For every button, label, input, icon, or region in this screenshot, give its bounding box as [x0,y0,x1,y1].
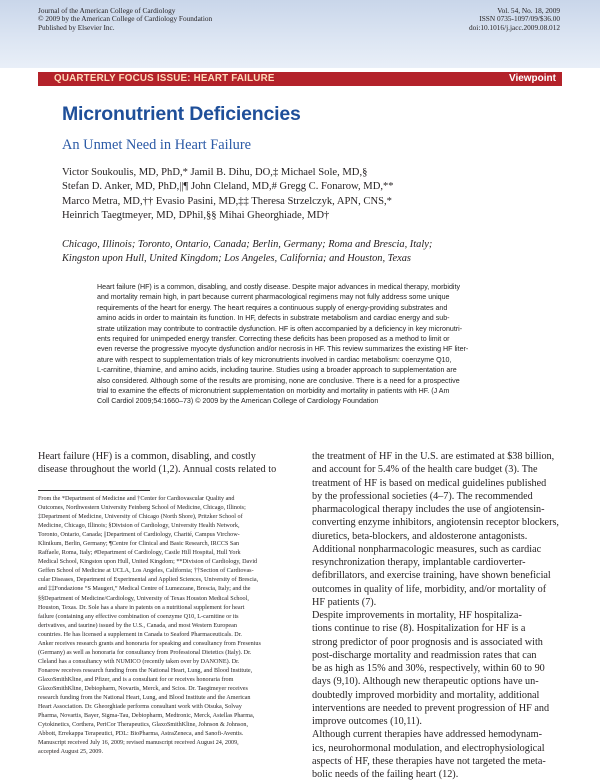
body-line: and account for 5.4% of the health care budget (3). The [312,464,538,476]
journal-info [38,7,212,32]
author-line: Victor Soukoulis, MD, PhD,* Jamil B. Dihu, DO,‡ Michael Sole, MD,§ [62,167,368,178]
abstract-line: also considered. Although some of the results are promising, none are conclusive. There is a need for a prospective [97,376,460,385]
abstract-line: Coll Cardiol 2009;54:1660–73) © 2009 by the American College of Cardiology Foundation [97,397,379,406]
journal-line: Published by Elsevier Inc. [38,22,115,32]
footnote-line: Medical School, Kingston upon Hull, United Kingdom; **Division of Cardiology, David [38,559,258,566]
body-line: ics, neurohormonal modulation, and electrophysiological [312,742,545,754]
footnote-line: Houston, Texas. Dr. Sole has a share in patents on a nutritional supplement for heart [38,604,245,611]
footnote-line: Abbott, Errekappa Terapeutici, PDL: BioPharma, AstraZeneca, and Sanofi-Aventis. [38,731,244,738]
footnote-line: §§Department of Medicine/Cardiology, University of Texas Houston Medical School, [38,595,249,602]
footnote-line: Heart Association. Dr. Gheorghiade performs consultant work with Otsuka, Solvay [38,704,242,711]
body-line: Although current therapies have addressed hemodynam- [312,729,542,741]
affiliation-locations [62,238,562,267]
body-line: Heart failure (HF) is a common, disabling, and costly [38,451,256,462]
affiliation-line: Chicago, Illinois; Toronto, Ontario, Canada; Berlin, Germany; Roma and Brescia, Italy; [62,239,433,250]
body-line: tions continue to rise (8). Hospitalization for HF is a [312,623,526,635]
author-list [62,166,562,224]
body-line: improve outcomes (10,11). [312,716,422,727]
footnote-line: Cytokinetics, Corthera, PeriCor Therapeutics, GlaxoSmithKline, Johnson & Johnson, [38,722,249,729]
body-line: Despite improvements in mortality, HF hospitaliza- [312,610,522,621]
footnote-line: Raffaele, Roma, Italy; #Department of Cardiology, Castle Hill Hospital, Hull York [38,550,241,557]
footnote-line: countries. He has licensed a supplement in Canada to Seaford Pharmaceuticals. Dr. [38,631,242,638]
footnote-line: Cleland has a consultancy with NUMICO (recently taken over by DANONE). Dr. [38,658,240,665]
body-line: interventions are needed to prevent progression of HF and [312,702,550,714]
footnote-line: GlaxoSmithKline, Debiopharm, Novartis, Merck, and Scios. Dr. Taegtmeyer receives [38,685,248,692]
footnote-line: derivatives, and taurine) issued by the U.S., Canada, and most Western European [38,622,237,629]
doi-line: doi:10.1016/j.jacc.2009.08.012 [469,22,560,32]
abstract-line: amino acids in order to maintain its function. In HF, defects in substrate metabolism and cardiac energy and sub- [97,314,450,323]
body-line: converting enzyme inhibitors, angiotensin receptor blockers, [312,517,559,529]
body-line: HF patients (7). [312,596,377,608]
article-subtitle: An Unmet Need in Heart Failure [62,137,252,153]
affiliation-line: Kingston upon Hull, United Kingdom; Los Angeles, California; and Houston, Texas [62,253,411,265]
issn-line: ISSN 0735-1097/09/$36.00 [479,14,560,24]
footnote-line: research funding from the National Heart, Lung, and Blood Institute and the American [38,695,251,702]
author-line: Stefan D. Anker, MD, PhD,||¶ John Cleland, MD,# Gregg C. Fonarow, MD,** [62,181,394,193]
abstract-line: and mortality remain high, in part because current pharmacological regimens may not fully address some unique [97,293,450,302]
footnote-line: Geffen School of Medicine at UCLA, Los Angeles, California; ††Section of Cardiovas- [38,568,254,575]
footnote-line: Pharma, Novartis, Bayer, Sigma-Tau, Debiopharm, Medtronic, Merck, Astellas Pharma, [38,713,255,720]
body-line: be as high as 15% and 30%, respectively, within 60 to 90 [312,663,545,674]
footnote-line: From the *Department of Medicine and †Center for Cardiovascular Quality and [38,496,235,502]
journal-line: © 2009 by the American College of Cardiology Foundation [38,14,213,24]
abstract-line: ents required for unimpeded energy transfer. Correcting these deficits has been proposed as a method to limit or [97,335,450,344]
article-type-label: Viewpoint [508,73,556,84]
abstract-line: ature with respect to supplementation trials of key micronutrients involved in cardiac metabolism: coenzyme Q10, [97,355,452,364]
affiliations-footnote [38,495,296,757]
volume-info [469,7,560,32]
body-line: the treatment of HF in the U.S. are estimated at $38 billion, [312,451,555,462]
journal-line: Journal of the American College of Cardiology [38,6,176,15]
footnote-line: GlaxoSmithKline, and Pfizer, and is a consultant for or receives honoraria from [38,676,234,683]
body-column-left [38,450,290,477]
footnote-line: Medicine, Chicago, Illinois; §Division of Cardiology, University Health Network, [38,523,240,530]
body-line: bolic needs of the failing heart (12). [312,769,459,780]
body-line: strong predictor of poor prognosis and is associated with [312,636,543,648]
body-line: diuretics, beta-blockers, and aldosterone antagonists. [312,530,528,542]
body-line: days (9,10). Although new therapeutic options have un- [312,676,539,688]
body-line: pharmacological therapy includes the use of angiotensin- [312,504,545,515]
abstract-line: trial to examine the effects of micronutrient supplementation on morbidity and mortality in patients with HF. (J Am [97,387,450,396]
abstract [97,282,522,407]
footnote-line: Toronto, Ontario, Canada; ||Department of Cardiology, Charité, Campus Virchow- [38,532,240,539]
footnote-line: Klinikum, Berlin, Germany; ¶Centre for Clinical and Basic Research, IRCCS San [38,541,240,548]
abstract-line: L-carnitine, thiamine, and amino acids, including taurine. Studies using a broader approach to supplementation are [97,366,457,375]
abstract-line: requirements of the heart for energy. The heart requires a continuous supply of energy-providing substrates and [97,303,448,312]
footnote-line: and ‡‡Fondazione “S Maugeri,” Medical Centre of Lumezzane, Brescia, Italy; and the [38,586,251,593]
volume-line: Vol. 54, No. 18, 2009 [497,6,560,15]
footnote-line: Outcomes, Northwestern University Feinberg School of Medicine, Chicago, Illinois; [38,505,246,512]
body-line: defibrillators, and exercise training, have shown beneficial [312,570,551,582]
body-line: treatment of HF is based on medical guidelines published [312,477,547,489]
footnote-line: Manuscript received July 16, 2009; revised manuscript received August 24, 2009, [38,740,239,747]
body-line: outcomes in quality of life, morbidity, and/or mortality of [312,583,547,595]
abstract-line: Heart failure (HF) is a common, disabling, and costly disease. Despite major advances in medical therapy, morbidity [97,283,460,291]
footnote-divider [38,490,150,491]
body-line: post-discharge mortality and readmission rates that can [312,649,537,661]
abstract-line: strate utilization may contribute to contractile dysfunction. HF is often accompanied by a deficiency in key micronutri- [97,324,463,333]
article-title: Micronutrient Deficiencies [62,103,301,125]
footnote-line: failure (containing any effective combination of coenzyme Q10, L-carnitine or its [38,613,239,620]
abstract-line: even reverse the progressive myocyte dysfunction and/or necrosis in HF. This review summarizes the existing HF liter- [97,345,469,354]
author-line: Heinrich Taegtmeyer, MD, DPhil,§§ Mihai Gheorghiade, MD† [62,210,330,222]
body-line: Additional nonpharmacologic measures, such as cardiac [312,543,542,555]
body-line: aspects of HF, these therapies have not targeted the meta- [312,755,546,767]
body-line: doubtedly improved morbidity and mortality, additional [312,689,540,701]
footnote-line: cular Diseases, Department of Experimental and Applied Sciences, University of Brescia, [38,577,259,584]
focus-issue-label: QUARTERLY FOCUS ISSUE: HEART FAILURE [54,73,275,84]
author-line: Marco Metra, MD,†† Evasio Pasini, MD,‡‡ Theresa Strzelczyk, APN, CNS,* [62,195,392,207]
footnote-line: ‡Department of Medicine, University of Chicago (North Shore), Pritzker School of [38,514,243,521]
footnote-line: Fonarow receives research funding from the National Heart, Lung, and Blood Institute, [38,667,253,674]
footnote-line: Anker receives research grants and honoraria for speaking and consultancy from Fresenius [38,640,261,647]
body-line: by the professional societies (4–7). The recommended [312,490,533,502]
footnote-line: (Germany) as well as honoraria for consultancy from Professional Dietetics (Italy). Dr. [38,649,252,656]
footnote-line: accepted August 25, 2009. [38,749,103,756]
body-line: resynchronization therapy, implantable cardioverter- [312,557,526,568]
body-line: disease throughout the world (1,2). Annual costs related to [38,464,277,476]
body-column-right [312,450,564,781]
